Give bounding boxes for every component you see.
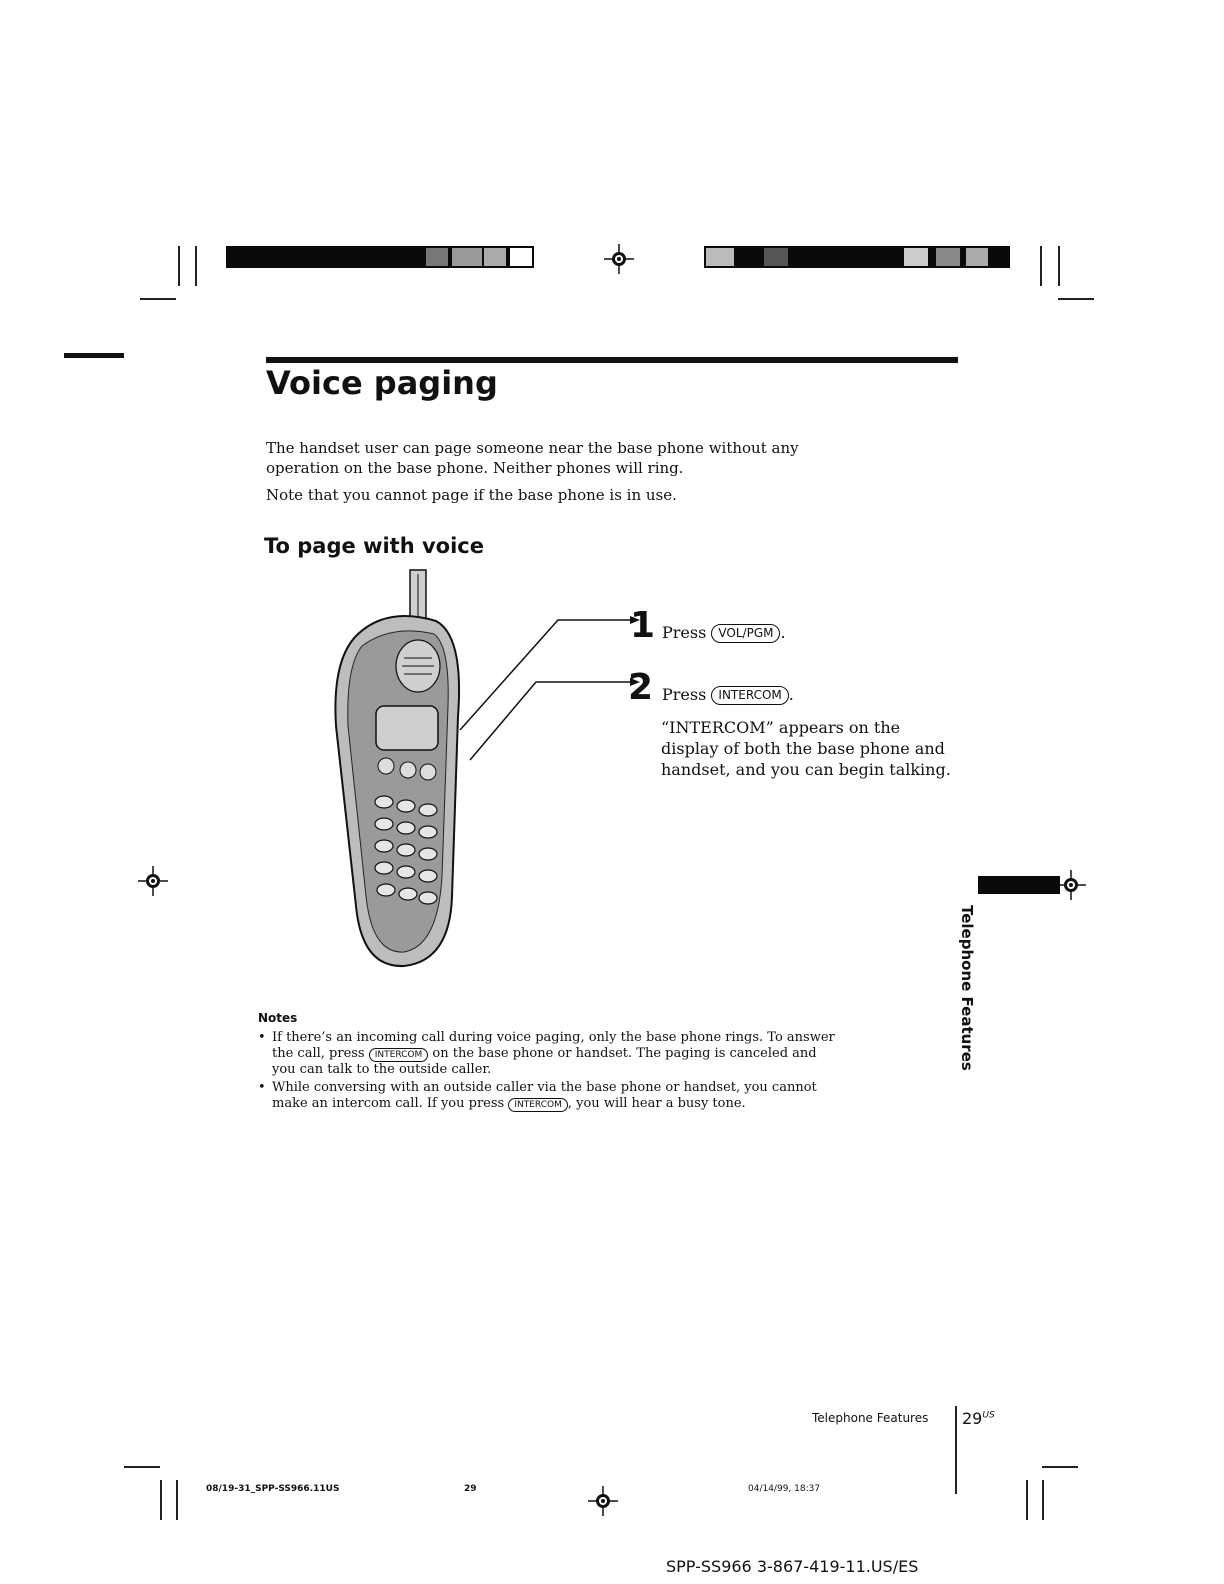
footer-section-name: Telephone Features: [812, 1411, 929, 1425]
step-instruction: [662, 684, 794, 705]
crop-mark: [1058, 246, 1060, 286]
intercom-key: INTERCOM: [508, 1098, 568, 1112]
page-title: Voice paging: [266, 364, 498, 402]
step-instruction: [662, 622, 786, 643]
color-bar-right: [704, 246, 1010, 268]
registration-mark-icon: [604, 244, 634, 274]
step-end: .: [780, 623, 786, 642]
color-bar-left: [226, 246, 534, 268]
section-subheading: To page with voice: [264, 534, 484, 558]
vol-pgm-key: VOL/PGM: [711, 624, 780, 643]
page-number: $29^{US}$: [962, 1409, 995, 1428]
crop-mark: [1058, 298, 1094, 300]
section-tab: [978, 876, 1060, 894]
crop-mark: [1040, 246, 1042, 286]
crop-mark: [195, 246, 197, 286]
slug-page: 29: [464, 1484, 477, 1494]
registration-mark-icon: [138, 866, 168, 896]
crop-mark: [124, 1466, 160, 1468]
step-end: .: [788, 685, 794, 704]
registration-mark-icon: [1056, 870, 1086, 900]
crop-mark: [178, 246, 180, 286]
section-marker: [64, 353, 124, 358]
notes-title: Notes: [258, 1011, 298, 1025]
crop-mark: [1026, 1480, 1028, 1520]
footer-rule: [955, 1406, 957, 1494]
callout-lines: [440, 610, 640, 770]
note-item: • While conversing with an outside caller via the base phone or handset, you cannot make an intercom call. If you press INTERCOM , you will hear a busy tone.: [258, 1080, 817, 1111]
crop-mark: [1042, 1466, 1078, 1468]
heading-rule: [266, 357, 958, 363]
intercom-key: INTERCOM: [369, 1048, 429, 1062]
step-number: 1: [630, 605, 656, 646]
crop-mark: [1042, 1480, 1044, 1520]
crop-mark: [140, 298, 176, 300]
document-code: SPP-SS966 3-867-419-11.US/ES: [666, 1557, 919, 1576]
slug-file: 08/19-31_SPP-SS966.11US: [206, 1484, 340, 1494]
registration-mark-icon: [588, 1486, 618, 1516]
intro-paragraph: The handset user can page someone near the base phone without any operation on the base phone. Neither phones will ring.: [266, 439, 799, 477]
step-description: “INTERCOM” appears on the display of both the base phone and handset, and you can begin talking.: [661, 718, 951, 779]
slug-date: 04/14/99, 18:37: [748, 1484, 821, 1494]
intro-paragraph: Note that you cannot page if the base phone is in use.: [266, 486, 677, 504]
intro-text: [266, 438, 846, 512]
step-verb: Press: [662, 623, 707, 642]
step-verb: Press: [662, 685, 707, 704]
intercom-key: INTERCOM: [711, 686, 788, 705]
crop-mark: [160, 1480, 162, 1520]
section-side-label: Telephone Features: [958, 905, 976, 1071]
notes-list: [258, 1030, 838, 1114]
note-item: • If there’s an incoming call during voice paging, only the base phone rings. To answer the call, press INTERCOM on the base phone or handset. The paging is canceled and you can talk to the outside caller.: [258, 1030, 835, 1077]
step-number: 2: [628, 667, 654, 708]
crop-mark: [176, 1480, 178, 1520]
